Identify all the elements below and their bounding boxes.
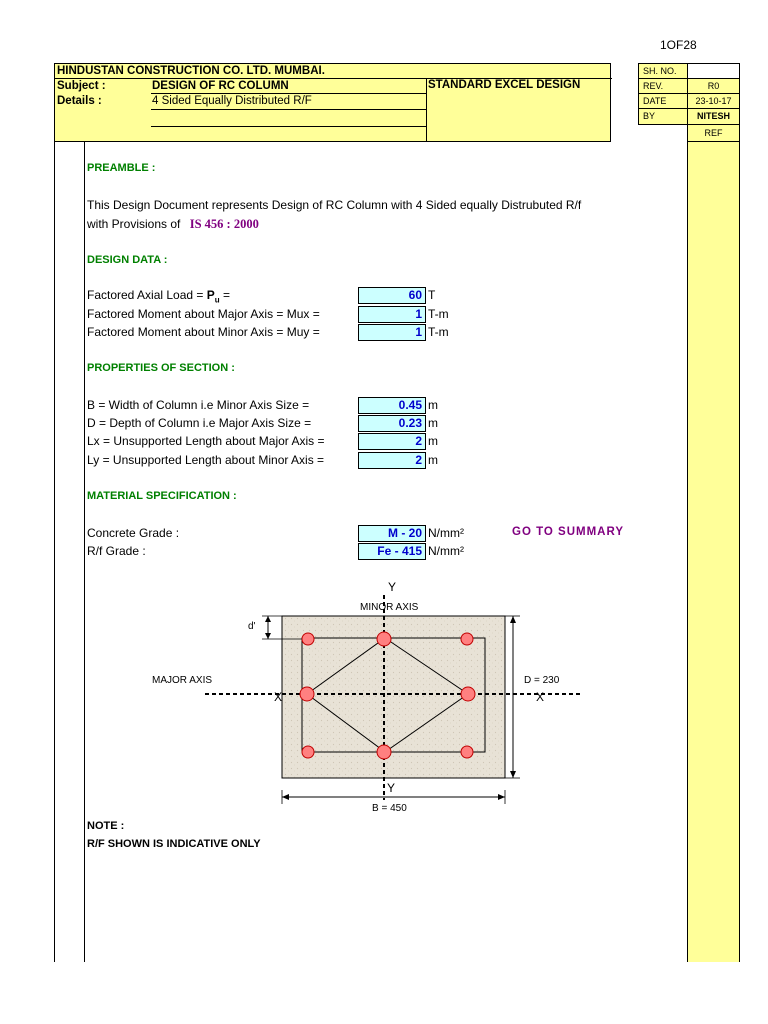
right-margin-column [687, 142, 740, 962]
company-name: HINDUSTAN CONSTRUCTION CO. LTD. MUMBAI. [57, 65, 325, 77]
axial-load-label: Factored Axial Load = $P_u$ = [87, 288, 230, 305]
y-top-label: Y [388, 580, 397, 594]
muy-unit: T-m [428, 325, 449, 339]
concrete-grade-label: Concrete Grade : [87, 526, 180, 540]
subject-value: DESIGN OF RC COLUMN [152, 80, 289, 92]
y-bottom-label: Y [387, 781, 396, 795]
section-heading: PROPERTIES OF SECTION : [87, 362, 235, 374]
lx-unit: m [428, 434, 438, 448]
width-unit: m [428, 398, 438, 412]
go-to-summary-link[interactable]: GO TO SUMMARY [512, 526, 625, 538]
rebar [461, 633, 473, 645]
rebar [377, 745, 391, 759]
ref-label-cell: REF [687, 124, 740, 142]
rebar [377, 632, 391, 646]
rebar [461, 687, 475, 701]
by-value-cell: NITESH [687, 108, 740, 125]
x-right-label: X [536, 690, 545, 704]
rebar [461, 746, 473, 758]
depth-input[interactable]: 0.23 [358, 415, 426, 432]
d-prime-label: d' [248, 621, 256, 632]
details-value: 4 Sided Equally Distributed R/F [152, 95, 312, 107]
muy-input[interactable]: 1 [358, 324, 426, 341]
ly-label: Ly = Unsupported Length about Minor Axis = [87, 453, 325, 467]
material-heading: MATERIAL SPECIFICATION : [87, 490, 237, 502]
sh-no-label-cell: SH. NO. [638, 63, 688, 79]
mux-input[interactable]: 1 [358, 306, 426, 323]
depth-label-text: D = 230 [524, 675, 560, 686]
minor-axis-label: MINOR AXIS [360, 602, 419, 613]
sh-no-value-cell [687, 63, 740, 79]
mux-unit: T-m [428, 307, 449, 321]
standard-title: STANDARD EXCEL DESIGN [428, 79, 581, 91]
page-number: 1OF28 [660, 38, 697, 52]
subject-label: Subject : [57, 80, 106, 92]
design-data-heading: DESIGN DATA : [87, 254, 168, 266]
muy-label: Factored Moment about Minor Axis = Muy = [87, 325, 320, 339]
preamble-line-1: This Design Document represents Design of RC Column with 4 Sided equally Distrubuted R/f [87, 198, 582, 212]
preamble-heading: PREAMBLE : [87, 162, 156, 174]
lx-label: Lx = Unsupported Length about Major Axis = [87, 434, 325, 448]
rev-value-cell: R0 [687, 78, 740, 94]
date-label-cell: DATE [638, 93, 688, 109]
major-axis-label: MAJOR AXIS [152, 675, 213, 686]
width-label-text: B = 450 [372, 803, 407, 814]
rf-grade-unit: N/mm² [428, 544, 464, 558]
concrete-grade-input[interactable]: M - 20 [358, 525, 426, 542]
rev-label-cell: REV. [638, 78, 688, 94]
date-value-cell: 23-10-17 [687, 93, 740, 109]
rebar [302, 746, 314, 758]
concrete-grade-unit: N/mm² [428, 526, 464, 540]
code-reference: IS 456 : 2000 [189, 217, 259, 231]
preamble-line-2: with Provisions of IS 456 : 2000 [87, 217, 259, 231]
axial-load-unit: T [428, 288, 436, 302]
rebar [302, 633, 314, 645]
mux-label: Factored Moment about Major Axis = Mux = [87, 307, 320, 321]
rf-grade-input[interactable]: Fe - 415 [358, 543, 426, 560]
details-label: Details : [57, 95, 102, 107]
note-heading: NOTE : [87, 820, 125, 832]
note-text: R/F SHOWN IS INDICATIVE ONLY [87, 838, 261, 850]
width-input[interactable]: 0.45 [358, 397, 426, 414]
by-label-cell: BY [638, 108, 688, 125]
width-label: B = Width of Column i.e Minor Axis Size = [87, 398, 310, 412]
column-section-diagram [140, 575, 590, 815]
axial-load-input[interactable]: 60 [358, 287, 426, 304]
lx-input[interactable]: 2 [358, 433, 426, 450]
x-left-label: X [274, 690, 283, 704]
rebar [300, 687, 314, 701]
depth-label: D = Depth of Column i.e Major Axis Size = [87, 416, 312, 430]
left-margin-column [54, 142, 85, 962]
rf-grade-label: R/f Grade : [87, 544, 146, 558]
ly-input[interactable]: 2 [358, 452, 426, 469]
header-table [54, 63, 740, 142]
depth-unit: m [428, 416, 438, 430]
ly-unit: m [428, 453, 438, 467]
header-main-cell [54, 63, 611, 142]
